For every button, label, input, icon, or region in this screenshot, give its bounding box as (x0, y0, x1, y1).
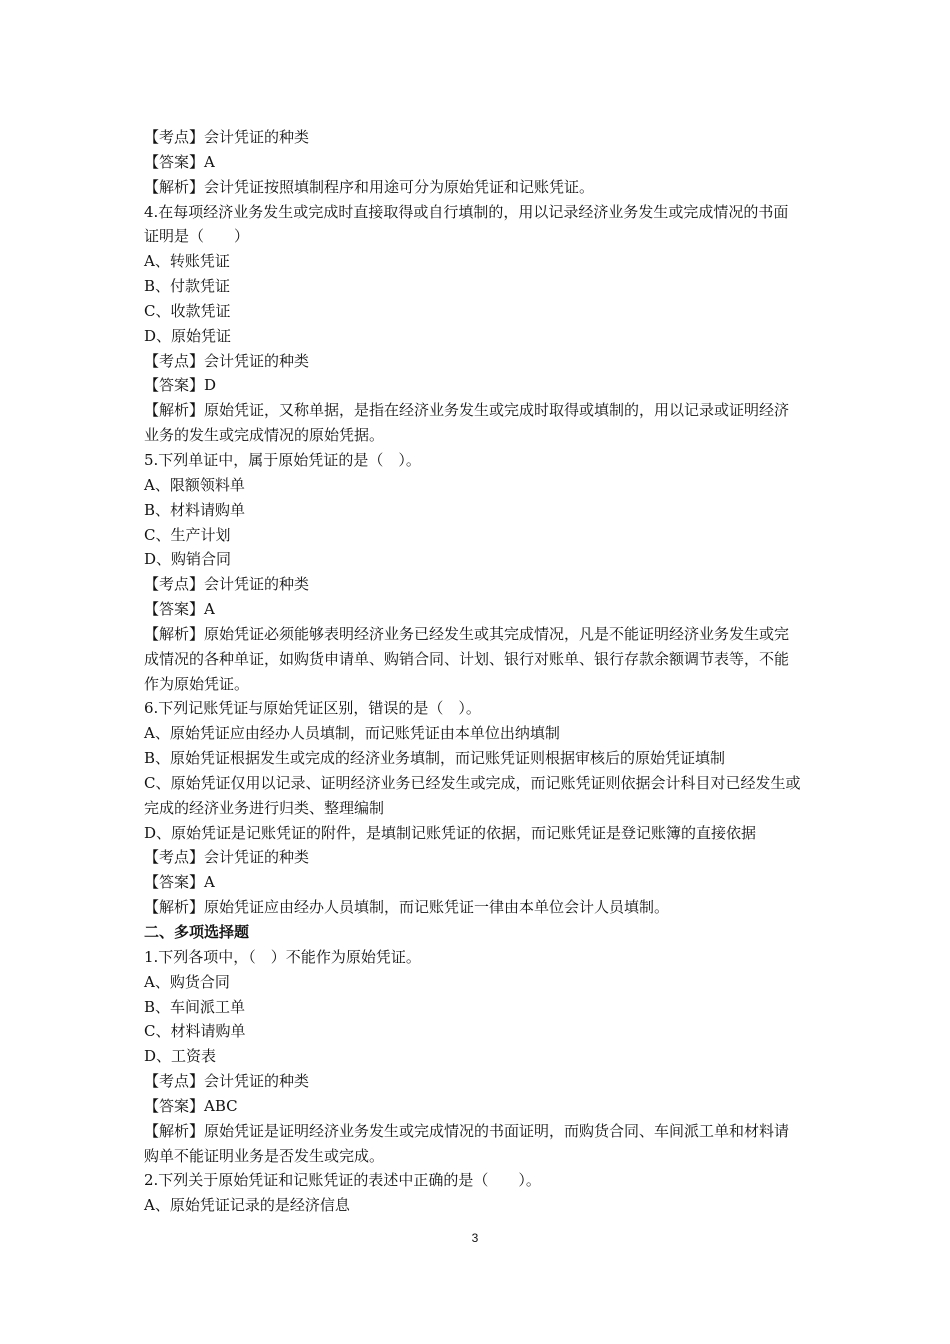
analysis: 【解析】原始凭证应由经办人员填制，而记账凭证一律由本单位会计人员填制。 (144, 898, 670, 917)
option-b: B、付款凭证 (144, 277, 231, 296)
option-b: B、材料请购单 (144, 500, 246, 519)
analysis: 【解析】原始凭证是证明经济业务发生或完成情况的书面证明，而购货合同、车间派工单和材料请 (144, 1121, 790, 1140)
analysis: 【解析】会计凭证按照填制程序和用途可分为原始凭证和记账凭证。 (144, 177, 595, 196)
answer: 【答案】A (144, 873, 215, 892)
multi-question-2: 2.下列关于原始凭证和记账凭证的表述中正确的是（ ）。 (144, 1171, 541, 1190)
answer: 【答案】ABC (144, 1096, 238, 1115)
multi-question-1: 1.下列各项中，（ ）不能作为原始凭证。 (144, 947, 421, 966)
page-number: 3 (471, 1231, 479, 1245)
option-c-cont: 完成的经济业务进行归类、整理编制 (144, 798, 385, 817)
question-4: 4.在每项经济业务发生或完成时直接取得或自行填制的，用以记录经济业务发生或完成情况的书面 (144, 202, 789, 221)
answer: 【答案】A (144, 600, 215, 619)
analysis: 【解析】原始凭证必须能够表明经济业务已经发生或其完成情况，凡是不能证明经济业务发生或完 (144, 624, 790, 643)
answer: 【答案】A (144, 152, 215, 171)
option-d: D、购销合同 (144, 550, 232, 569)
option-a: A、购货合同 (144, 972, 230, 991)
analysis: 【解析】原始凭证，又称单据，是指在经济业务发生或完成时取得或填制的，用以记录或证明经济 (144, 401, 790, 420)
option-a: A、限额领料单 (144, 475, 245, 494)
question-5: 5.下列单证中，属于原始凭证的是（ ）。 (144, 450, 421, 469)
section-heading: 二、多项选择题 (144, 923, 250, 941)
analysis-cont: 成情况的各种单证，如购货申请单、购销合同、计划、银行对账单、银行存款余额调节表等，不能 (144, 649, 790, 668)
option-a: A、转账凭证 (144, 252, 230, 271)
answer: 【答案】D (144, 376, 217, 395)
option-a: A、原始凭证应由经办人员填制，而记账凭证由本单位出纳填制 (144, 724, 560, 743)
option-b: B、原始凭证根据发生或完成的经济业务填制，而记账凭证则根据审核后的原始凭证填制 (144, 749, 726, 768)
exam-point: 【考点】会计凭证的种类 (144, 575, 310, 594)
option-c: C、收款凭证 (144, 301, 231, 320)
option-c: C、原始凭证仅用以记录、证明经济业务已经发生或完成，而记账凭证则依据会计科目对已经发生或 (144, 773, 801, 792)
analysis-cont: 购单不能证明业务是否发生或完成。 (144, 1146, 385, 1165)
question-6: 6.下列记账凭证与原始凭证区别，错误的是（ ）。 (144, 699, 481, 718)
option-d: D、原始凭证是记账凭证的附件，是填制记账凭证的依据，而记账凭证是登记账簿的直接依据 (144, 823, 757, 842)
option-d: D、原始凭证 (144, 326, 232, 345)
analysis-cont: 作为原始凭证。 (144, 674, 250, 693)
document-page (144, 125, 884, 1218)
exam-point: 【考点】会计凭证的种类 (144, 351, 310, 370)
exam-point: 【考点】会计凭证的种类 (144, 848, 310, 867)
option-c: C、生产计划 (144, 525, 231, 544)
exam-point: 【考点】会计凭证的种类 (144, 1072, 310, 1091)
option-c: C、材料请购单 (144, 1022, 246, 1041)
option-d: D、工资表 (144, 1047, 217, 1066)
option-b: B、车间派工单 (144, 997, 246, 1016)
analysis-cont: 业务的发生或完成情况的原始凭据。 (144, 426, 385, 445)
exam-point: 【考点】会计凭证的种类 (144, 128, 310, 146)
option-a: A、原始凭证记录的是经济信息 (144, 1196, 350, 1215)
question-4-cont: 证明是（ ） (144, 227, 250, 246)
